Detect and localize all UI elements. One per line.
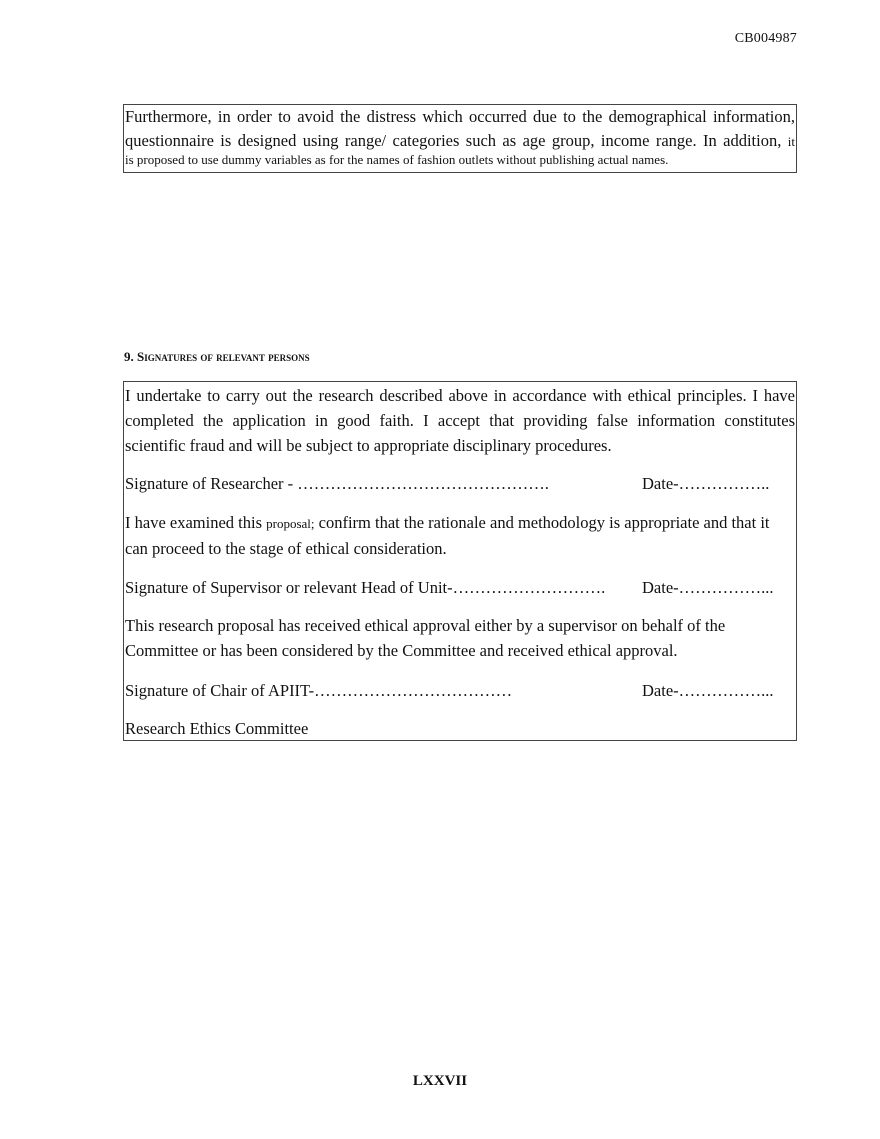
supervisor-signature-label: Signature of Supervisor or relevant Head of Unit-………………………. (125, 578, 606, 597)
supervisor-statement-pre: I have examined this (125, 513, 262, 532)
undertaking-statement: I undertake to carry out the research described above in accordance with ethical principles. I have completed the application in good faith. I accept that providing false information constitutes scientific fraud and will be subject to appropriate disciplinary procedures. (125, 386, 795, 455)
supervisor-statement-small: proposal; (266, 516, 315, 531)
supervisor-statement (125, 510, 795, 561)
researcher-date: Date-…………….. (642, 474, 770, 493)
note-line-2-tail: it (787, 134, 795, 149)
supervisor-signature-line (125, 575, 795, 600)
section-heading (124, 349, 310, 365)
section-title: Signatures of relevant persons (137, 349, 310, 364)
signature-box (123, 381, 797, 741)
chair-signature-label: Signature of Chair of APIIT-……………………………… (125, 681, 513, 700)
demographics-note-box (123, 104, 797, 173)
chair-date: Date-……………... (642, 681, 774, 700)
researcher-signature-line (125, 471, 795, 496)
chair-signature-line (125, 678, 795, 703)
section-number: 9. (124, 349, 134, 364)
note-line-1: Furthermore, in order to avoid the distress which occurred due to the demographical information, (125, 107, 795, 126)
committee-name: Research Ethics Committee (125, 719, 309, 738)
document-id: CB004987 (734, 31, 797, 46)
researcher-signature-label: Signature of Researcher - ………………………………………. (125, 474, 549, 493)
supervisor-statement-post: confirm that the rationale and methodology is appropriate and that it can proceed to the stage of ethical consideration. (125, 513, 770, 558)
note-line-2-main: questionnaire is designed using range/ categories such as age group, income range. In addition, (125, 131, 782, 150)
supervisor-date: Date-……………... (642, 578, 774, 597)
approval-statement: This research proposal has received ethical approval either by a supervisor on behalf of the Committee or has been considered by the Committee and received ethical approval. (125, 616, 726, 660)
note-line-2 (125, 129, 795, 154)
demographics-note (125, 105, 795, 167)
page-number: LXXVII (412, 1073, 468, 1089)
note-line-3: is proposed to use dummy variables as for the names of fashion outlets without publishing actual names. (125, 152, 669, 167)
